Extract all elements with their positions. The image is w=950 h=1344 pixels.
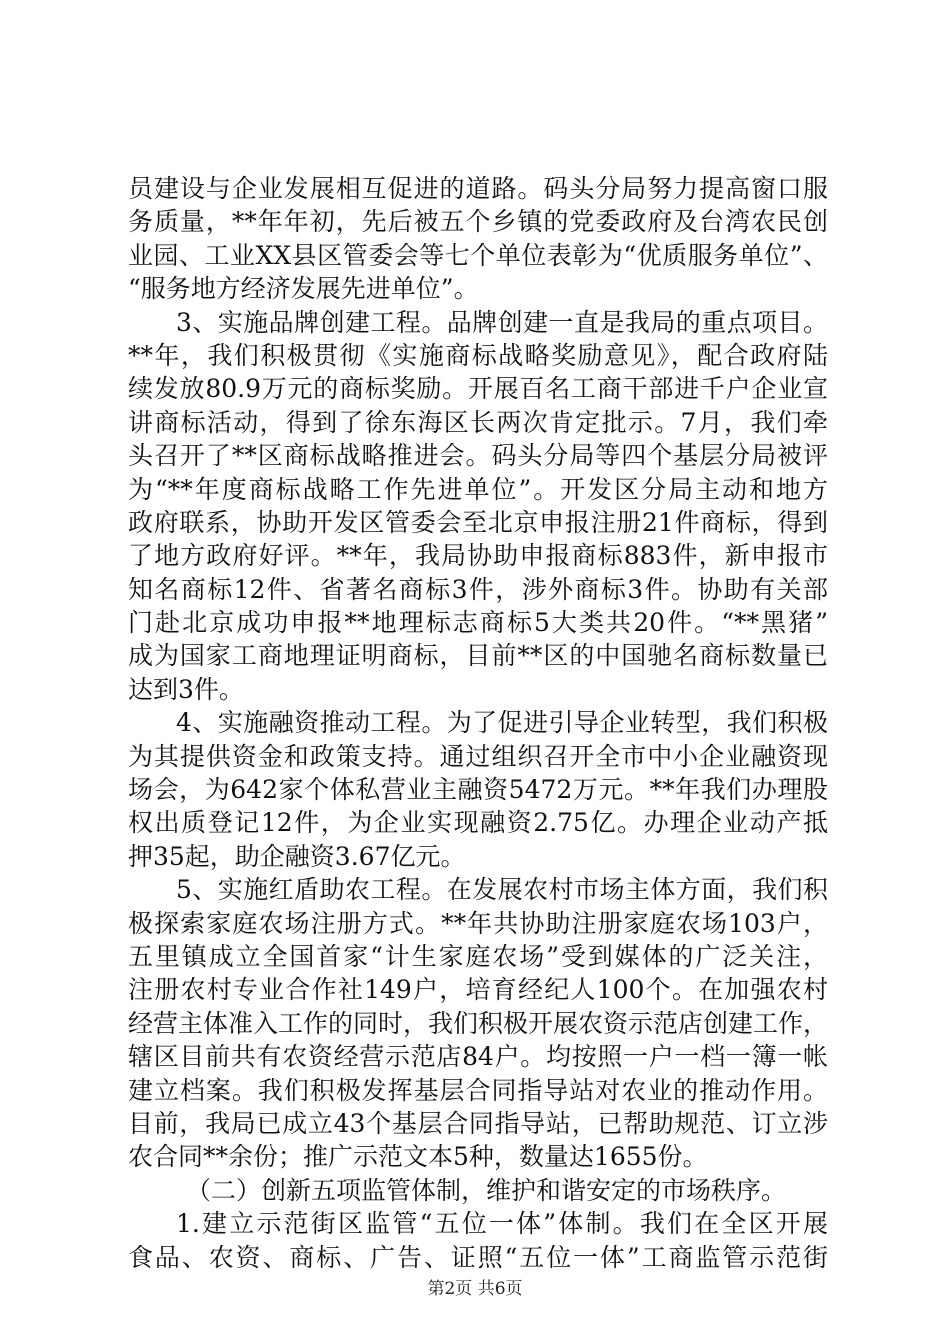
text-line: 头召开了**区商标战略推进会。码头分局等四个基层分局被评 [128, 441, 828, 471]
text-line: 续发放80.9万元的商标奖励。开展百名工商干部进千户企业宣 [128, 374, 828, 404]
text-line: 政府联系，协助开发区管委会至北京申报注册21件商标，得到 [128, 507, 828, 537]
text-line: 了地方政府好评。**年，我局协助申报商标883件，新申报市 [128, 541, 828, 571]
text-line: 注册农村专业合作社149户，培育经纪人100个。在加强农村 [128, 975, 828, 1005]
text-line: 目前，我局已成立43个基层合同指导站，已帮助规范、订立涉 [128, 1108, 828, 1138]
text-line: 建立档案。我们积极发挥基层合同指导站对农业的推动作用。 [128, 1075, 828, 1105]
text-line: 权出质登记12件，为企业实现融资2.75亿。办理企业动产抵 [128, 808, 828, 838]
text-line: 为“**年度商标战略工作先进单位”。开发区分局主动和地方 [128, 474, 828, 504]
text-line: 为其提供资金和政策支持。通过组织召开全市中小企业融资现 [128, 741, 828, 771]
text-line: 务质量，**年年初，先后被五个乡镇的党委政府及台湾农民创 [128, 207, 828, 237]
text-line: 门赴北京成功申报**地理标志商标5大类共20件。“**黑猪” [128, 608, 828, 638]
text-line: 成为国家工商地理证明商标，目前**区的中国驰名商标数量已 [128, 641, 828, 671]
text-line: “服务地方经济发展先进单位”。 [128, 274, 479, 304]
text-line: 食品、农资、商标、广告、证照“五位一体”工商监管示范街 [128, 1242, 828, 1272]
text-line: 农合同**余份；推广示范文本5种，数量达1655份。 [128, 1142, 708, 1172]
text-line: 讲商标活动，得到了徐东海区长两次肯定批示。7月，我们牵 [128, 407, 828, 437]
body-text [128, 172, 828, 1274]
text-line: **年，我们积极贯彻《实施商标战略奖励意见》，配合政府陆 [128, 340, 828, 370]
page-footer: 第2页 共6页 [427, 1279, 523, 1299]
text-line: 押35起，助企融资3.67亿元。 [128, 841, 466, 871]
text-line: 经营主体准入工作的同时，我们积极开展农资示范店创建工作， [128, 1008, 828, 1038]
text-line: 业园、工业XX县区管委会等七个单位表彰为“优质服务单位”、 [128, 240, 828, 270]
text-line: 场会，为642家个体私营业主融资5472万元。**年我们办理股 [128, 775, 828, 805]
text-line: 极探索家庭农场注册方式。**年共协助注册家庭农场103户， [128, 908, 828, 938]
text-line: 知名商标12件、省著名商标3件，涉外商标3件。协助有关部 [128, 574, 828, 604]
text-line: 五里镇成立全国首家“计生家庭农场”受到媒体的广泛关注， [128, 941, 828, 971]
text-line: 1.建立示范街区监管“五位一体”体制。我们在全区开展 [176, 1209, 828, 1239]
text-line: 员建设与企业发展相互促进的道路。码头分局努力提高窗口服 [128, 174, 828, 203]
text-line: （二）创新五项监管体制，维护和谐安定的市场秩序。 [186, 1175, 787, 1205]
text-line: 达到3件。 [128, 674, 244, 704]
text-line: 5、实施红盾助农工程。在发展农村市场主体方面，我们积 [176, 875, 828, 905]
text-line: 辖区目前共有农资经营示范店84户。均按照一户一档一簿一帐 [128, 1042, 828, 1072]
text-line: 3、实施品牌创建工程。品牌创建一直是我局的重点项目。 [176, 307, 828, 337]
text-line: 4、实施融资推动工程。为了促进引导企业转型，我们积极 [176, 708, 828, 738]
